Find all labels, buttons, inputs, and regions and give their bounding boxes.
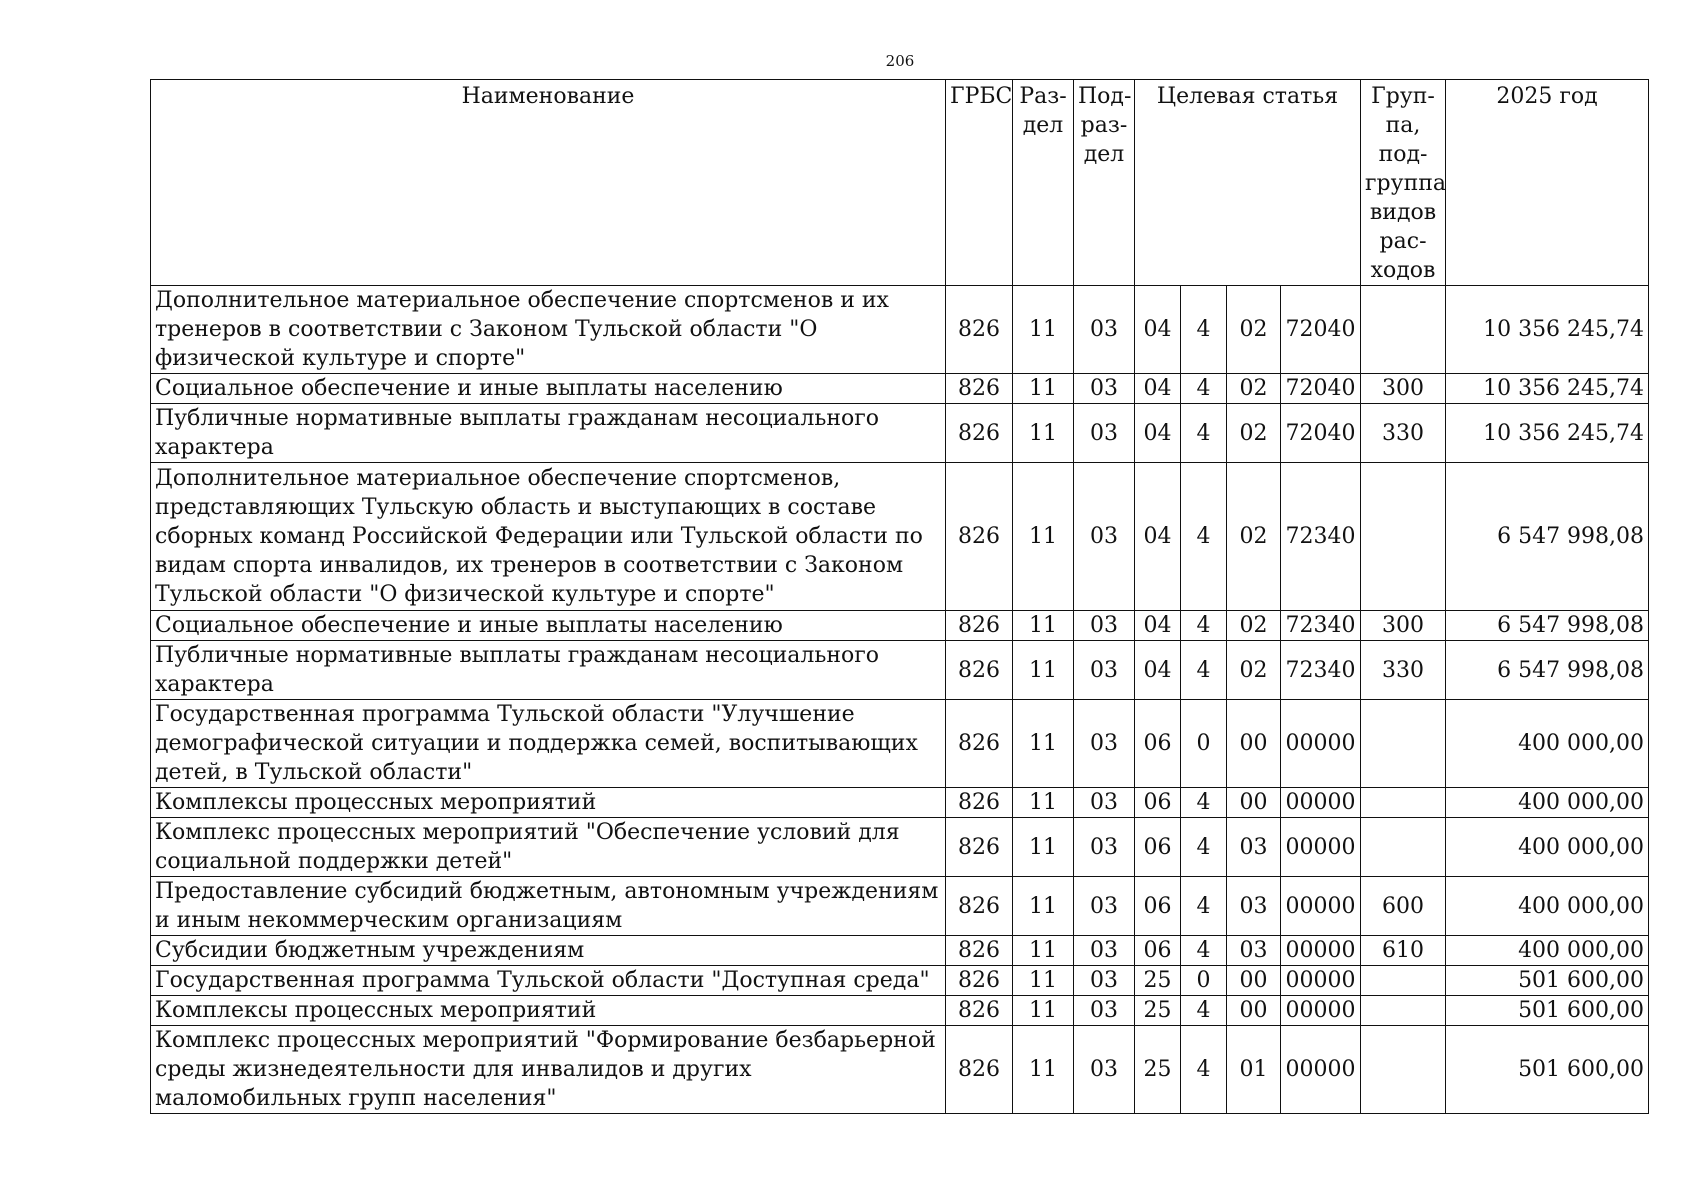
row-grbs: 826 (946, 700, 1013, 788)
table-row (151, 996, 1649, 1026)
table-row (151, 936, 1649, 966)
row-podrazdel: 03 (1074, 788, 1135, 818)
row-razdel: 11 (1013, 700, 1074, 788)
row-target-direction: 00000 (1281, 936, 1361, 966)
row-name: Субсидии бюджетным учреждениям (151, 936, 946, 966)
row-target-direction: 72040 (1281, 404, 1361, 463)
row-target-subprogram: 02 (1227, 286, 1281, 374)
row-name: Комплекс процессных мероприятий "Формирование безбарьерной среды жизнедеятельности для инвалидов и других маломобильных групп населения" (151, 1026, 946, 1114)
table-row (151, 641, 1649, 700)
row-target-program: 06 (1135, 788, 1181, 818)
row-expense-group: 300 (1361, 374, 1446, 404)
row-name: Публичные нормативные выплаты гражданам несоциального характера (151, 641, 946, 700)
row-target-subprogram: 01 (1227, 1026, 1281, 1114)
row-target-type: 4 (1181, 877, 1227, 936)
row-expense-group: 610 (1361, 936, 1446, 966)
table-row (151, 966, 1649, 996)
row-expense-group (1361, 996, 1446, 1026)
row-target-subprogram: 00 (1227, 788, 1281, 818)
row-podrazdel: 03 (1074, 463, 1135, 611)
row-target-subprogram: 02 (1227, 611, 1281, 641)
row-grbs: 826 (946, 788, 1013, 818)
row-name: Дополнительное материальное обеспечение спортсменов и их тренеров в соответствии с Законом Тульской области "О физической культуре и спорте" (151, 286, 946, 374)
row-podrazdel: 03 (1074, 936, 1135, 966)
row-expense-group (1361, 788, 1446, 818)
row-target-subprogram: 03 (1227, 818, 1281, 877)
row-name: Государственная программа Тульской области "Доступная среда" (151, 966, 946, 996)
row-target-direction: 00000 (1281, 700, 1361, 788)
row-target-program: 04 (1135, 286, 1181, 374)
row-grbs: 826 (946, 286, 1013, 374)
row-target-type: 4 (1181, 788, 1227, 818)
table-row (151, 404, 1649, 463)
table-row (151, 286, 1649, 374)
row-expense-group (1361, 1026, 1446, 1114)
row-podrazdel: 03 (1074, 818, 1135, 877)
row-expense-group (1361, 966, 1446, 996)
row-target-program: 06 (1135, 818, 1181, 877)
row-name: Комплексы процессных мероприятий (151, 788, 946, 818)
row-target-direction: 00000 (1281, 818, 1361, 877)
row-amount: 400 000,00 (1446, 700, 1649, 788)
row-grbs: 826 (946, 1026, 1013, 1114)
row-razdel: 11 (1013, 374, 1074, 404)
row-target-type: 4 (1181, 286, 1227, 374)
row-name: Дополнительное материальное обеспечение спортсменов, представляющих Тульскую область и выступающих в составе сборных команд Российской Федерации или Тульской области по видам спорта инвалидов, их тренеров в соответствии с Законом Тульской области "О физической культуре и спорте" (151, 463, 946, 611)
row-target-type: 4 (1181, 404, 1227, 463)
row-grbs: 826 (946, 966, 1013, 996)
row-podrazdel: 03 (1074, 966, 1135, 996)
row-target-subprogram: 03 (1227, 936, 1281, 966)
row-amount: 10 356 245,74 (1446, 286, 1649, 374)
row-name: Социальное обеспечение и иные выплаты населению (151, 611, 946, 641)
row-podrazdel: 03 (1074, 1026, 1135, 1114)
row-amount: 400 000,00 (1446, 788, 1649, 818)
row-expense-group: 330 (1361, 641, 1446, 700)
row-name: Комплекс процессных мероприятий "Обеспечение условий для социальной поддержки детей" (151, 818, 946, 877)
table-row (151, 877, 1649, 936)
row-razdel: 11 (1013, 404, 1074, 463)
row-name: Комплексы процессных мероприятий (151, 996, 946, 1026)
row-grbs: 826 (946, 641, 1013, 700)
table-body (151, 286, 1649, 1114)
row-target-direction: 00000 (1281, 1026, 1361, 1114)
row-amount: 400 000,00 (1446, 877, 1649, 936)
row-amount: 400 000,00 (1446, 818, 1649, 877)
row-target-subprogram: 02 (1227, 374, 1281, 404)
header-podrazdel: Под- раз- дел (1074, 80, 1135, 286)
row-expense-group: 300 (1361, 611, 1446, 641)
row-amount: 6 547 998,08 (1446, 611, 1649, 641)
row-amount: 10 356 245,74 (1446, 404, 1649, 463)
header-gruppa-vidov-rashodov: Груп- па, под- группа видов рас- ходов (1361, 80, 1446, 286)
row-target-program: 25 (1135, 1026, 1181, 1114)
row-expense-group: 600 (1361, 877, 1446, 936)
row-target-type: 0 (1181, 700, 1227, 788)
budget-table (150, 79, 1649, 1114)
row-expense-group (1361, 286, 1446, 374)
row-grbs: 826 (946, 996, 1013, 1026)
row-razdel: 11 (1013, 996, 1074, 1026)
row-podrazdel: 03 (1074, 611, 1135, 641)
row-expense-group (1361, 463, 1446, 611)
row-target-subprogram: 03 (1227, 877, 1281, 936)
row-razdel: 11 (1013, 611, 1074, 641)
row-grbs: 826 (946, 818, 1013, 877)
row-amount: 501 600,00 (1446, 966, 1649, 996)
row-amount: 10 356 245,74 (1446, 374, 1649, 404)
row-razdel: 11 (1013, 877, 1074, 936)
row-target-direction: 00000 (1281, 788, 1361, 818)
table-row (151, 374, 1649, 404)
row-target-direction: 72040 (1281, 286, 1361, 374)
header-grbs: ГРБС (946, 80, 1013, 286)
row-target-program: 04 (1135, 641, 1181, 700)
row-razdel: 11 (1013, 966, 1074, 996)
table-row (151, 611, 1649, 641)
row-target-program: 25 (1135, 966, 1181, 996)
row-target-program: 04 (1135, 463, 1181, 611)
row-grbs: 826 (946, 611, 1013, 641)
row-target-subprogram: 02 (1227, 463, 1281, 611)
row-grbs: 826 (946, 374, 1013, 404)
row-razdel: 11 (1013, 641, 1074, 700)
header-razdel: Раз- дел (1013, 80, 1074, 286)
row-target-program: 06 (1135, 700, 1181, 788)
row-name: Государственная программа Тульской области "Улучшение демографической ситуации и поддержка семей, воспитывающих детей, в Тульской области" (151, 700, 946, 788)
row-target-program: 06 (1135, 877, 1181, 936)
table-row (151, 463, 1649, 611)
row-razdel: 11 (1013, 818, 1074, 877)
row-expense-group: 330 (1361, 404, 1446, 463)
row-podrazdel: 03 (1074, 374, 1135, 404)
row-target-type: 4 (1181, 463, 1227, 611)
header-year: 2025 год (1446, 80, 1649, 286)
row-target-program: 04 (1135, 374, 1181, 404)
row-target-subprogram: 00 (1227, 966, 1281, 996)
row-podrazdel: 03 (1074, 877, 1135, 936)
row-name: Предоставление субсидий бюджетным, автономным учреждениям и иным некоммерческим организациям (151, 877, 946, 936)
row-razdel: 11 (1013, 463, 1074, 611)
row-target-program: 06 (1135, 936, 1181, 966)
row-target-type: 4 (1181, 996, 1227, 1026)
page-number: 206 (885, 52, 915, 70)
row-target-subprogram: 02 (1227, 641, 1281, 700)
row-razdel: 11 (1013, 1026, 1074, 1114)
row-razdel: 11 (1013, 788, 1074, 818)
row-target-type: 0 (1181, 966, 1227, 996)
row-amount: 6 547 998,08 (1446, 463, 1649, 611)
header-name: Наименование (151, 80, 946, 286)
row-target-direction: 00000 (1281, 966, 1361, 996)
row-podrazdel: 03 (1074, 286, 1135, 374)
row-target-subprogram: 00 (1227, 700, 1281, 788)
row-name: Публичные нормативные выплаты гражданам несоциального характера (151, 404, 946, 463)
row-target-subprogram: 02 (1227, 404, 1281, 463)
row-target-type: 4 (1181, 641, 1227, 700)
row-expense-group (1361, 818, 1446, 877)
row-target-type: 4 (1181, 1026, 1227, 1114)
row-name: Социальное обеспечение и иные выплаты населению (151, 374, 946, 404)
row-target-program: 25 (1135, 996, 1181, 1026)
table-row (151, 818, 1649, 877)
row-grbs: 826 (946, 936, 1013, 966)
row-podrazdel: 03 (1074, 641, 1135, 700)
row-target-direction: 72340 (1281, 463, 1361, 611)
row-target-type: 4 (1181, 611, 1227, 641)
row-target-direction: 72340 (1281, 611, 1361, 641)
row-target-direction: 72040 (1281, 374, 1361, 404)
header-tselevaya-statya: Целевая статья (1135, 80, 1361, 286)
row-grbs: 826 (946, 877, 1013, 936)
row-target-subprogram: 00 (1227, 996, 1281, 1026)
table-row (151, 788, 1649, 818)
row-podrazdel: 03 (1074, 404, 1135, 463)
table-row (151, 700, 1649, 788)
row-grbs: 826 (946, 463, 1013, 611)
row-amount: 400 000,00 (1446, 936, 1649, 966)
row-expense-group (1361, 700, 1446, 788)
row-target-program: 04 (1135, 611, 1181, 641)
row-target-type: 4 (1181, 818, 1227, 877)
row-target-type: 4 (1181, 374, 1227, 404)
row-amount: 501 600,00 (1446, 996, 1649, 1026)
row-target-program: 04 (1135, 404, 1181, 463)
row-podrazdel: 03 (1074, 700, 1135, 788)
row-amount: 6 547 998,08 (1446, 641, 1649, 700)
row-razdel: 11 (1013, 936, 1074, 966)
row-podrazdel: 03 (1074, 996, 1135, 1026)
row-target-direction: 72340 (1281, 641, 1361, 700)
row-target-type: 4 (1181, 936, 1227, 966)
row-grbs: 826 (946, 404, 1013, 463)
row-razdel: 11 (1013, 286, 1074, 374)
row-target-direction: 00000 (1281, 996, 1361, 1026)
row-amount: 501 600,00 (1446, 1026, 1649, 1114)
table-row (151, 1026, 1649, 1114)
table-header-row (151, 80, 1649, 286)
row-target-direction: 00000 (1281, 877, 1361, 936)
